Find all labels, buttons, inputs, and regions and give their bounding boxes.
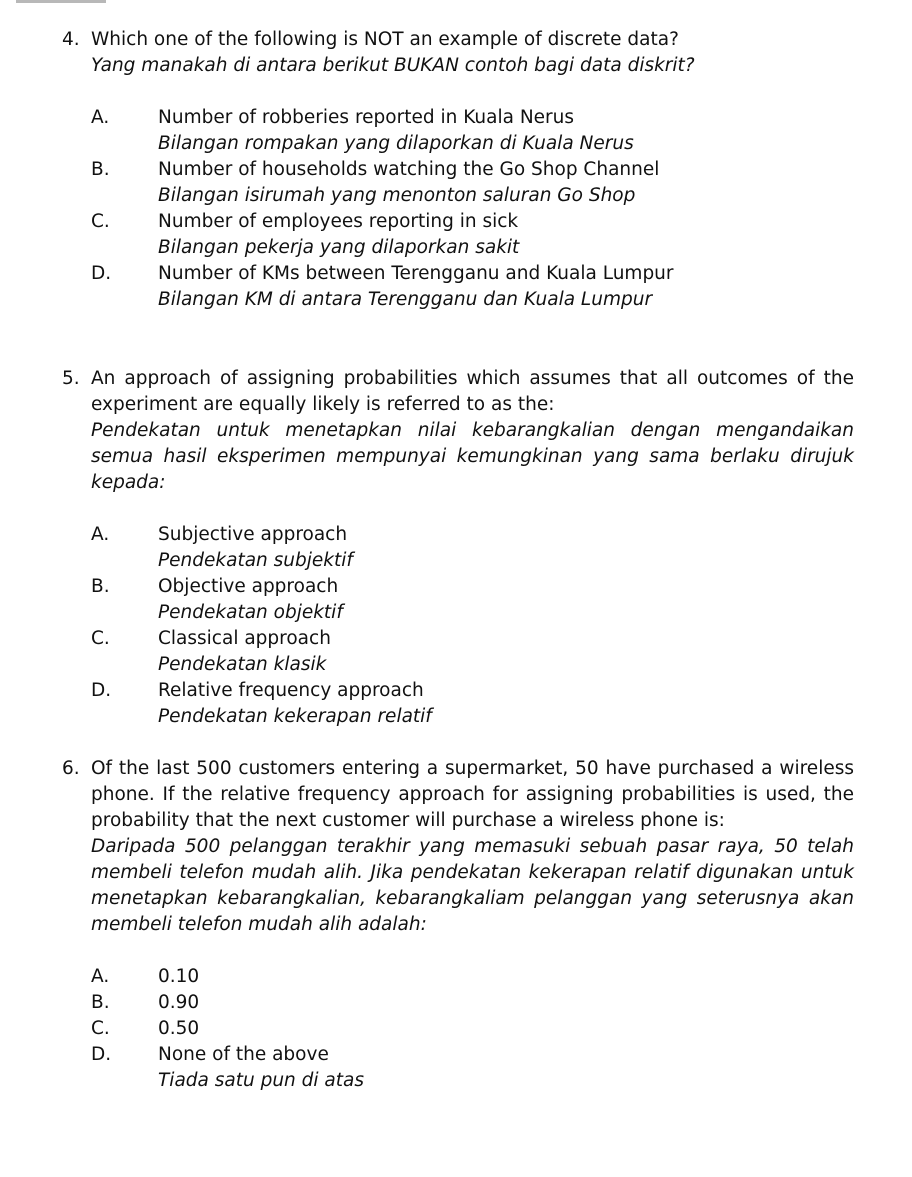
option-letter: D. bbox=[91, 1044, 112, 1065]
options-list bbox=[91, 522, 854, 730]
option-text-ms: Bilangan pekerja yang dilaporkan sakit bbox=[158, 237, 520, 258]
question-5 bbox=[62, 366, 854, 730]
top-edge-mark bbox=[16, 0, 106, 3]
option-c bbox=[91, 209, 854, 261]
option-letter: A. bbox=[91, 966, 110, 987]
option-letter: B. bbox=[91, 992, 110, 1013]
option-text-en: Classical approach bbox=[158, 628, 331, 649]
question-number: 5. bbox=[62, 368, 80, 389]
option-text-en: Number of KMs between Terengganu and Kuala Lumpur bbox=[158, 263, 674, 284]
option-letter: B. bbox=[91, 159, 110, 180]
question-text-en: An approach of assigning probabilities which assumes that all outcomes of the experiment are equally likely is referred to as the: bbox=[91, 368, 854, 415]
question-number: 6. bbox=[62, 758, 80, 779]
option-letter: C. bbox=[91, 1018, 110, 1039]
option-c bbox=[91, 626, 854, 678]
question-text-en: Which one of the following is NOT an example of discrete data? bbox=[91, 29, 679, 50]
option-text-en: Relative frequency approach bbox=[158, 680, 424, 701]
option-text-en: None of the above bbox=[158, 1044, 329, 1065]
option-text-ms: Bilangan isirumah yang menonton saluran Go Shop bbox=[158, 185, 636, 206]
option-letter: D. bbox=[91, 680, 112, 701]
option-d bbox=[91, 1042, 854, 1094]
option-text-en: 0.10 bbox=[158, 966, 200, 987]
option-c bbox=[91, 1016, 854, 1042]
option-d bbox=[91, 678, 854, 730]
question-4 bbox=[62, 27, 854, 313]
option-letter: D. bbox=[91, 263, 112, 284]
option-text-en: Number of households watching the Go Shop Channel bbox=[158, 159, 660, 180]
option-text-en: Objective approach bbox=[158, 576, 339, 597]
option-text-ms: Bilangan KM di antara Terengganu dan Kuala Lumpur bbox=[158, 289, 653, 310]
option-d bbox=[91, 261, 854, 313]
options-list bbox=[91, 964, 854, 1094]
option-text-ms: Pendekatan subjektif bbox=[158, 550, 353, 571]
question-text-en: Of the last 500 customers entering a supermarket, 50 have purchased a wireless phone. If the relative frequency approach for assigning probabilities is used, the probability that the next customer will purchase a wireless phone is: bbox=[91, 758, 854, 831]
option-a bbox=[91, 964, 854, 990]
question-6 bbox=[62, 756, 854, 1094]
option-b bbox=[91, 990, 854, 1016]
option-b bbox=[91, 574, 854, 626]
option-text-ms: Pendekatan objektif bbox=[158, 602, 343, 623]
question-text-ms: Daripada 500 pelanggan terakhir yang memasuki sebuah pasar raya, 50 telah membeli telefon mudah alih. Jika pendekatan kekerapan relatif digunakan untuk menetapkan kebarangkalian, kebarangkaliam pelanggan yang seterusnya akan membeli telefon mudah alih adalah: bbox=[91, 836, 854, 935]
option-a bbox=[91, 105, 854, 157]
option-text-en: Number of robberies reported in Kuala Nerus bbox=[158, 107, 575, 128]
option-text-en: Subjective approach bbox=[158, 524, 348, 545]
option-letter: A. bbox=[91, 107, 110, 128]
question-number: 4. bbox=[62, 29, 80, 50]
options-list bbox=[91, 105, 854, 313]
option-text-ms: Tiada satu pun di atas bbox=[158, 1070, 364, 1091]
option-letter: C. bbox=[91, 628, 110, 649]
option-letter: A. bbox=[91, 524, 110, 545]
question-text-ms: Pendekatan untuk menetapkan nilai kebarangkalian dengan mengandaikan semua hasil eksperimen mempunyai kemungkinan yang sama berlaku dirujuk kepada: bbox=[91, 420, 854, 493]
option-letter: B. bbox=[91, 576, 110, 597]
question-text-ms: Yang manakah di antara berikut BUKAN contoh bagi data diskrit? bbox=[91, 55, 695, 76]
option-text-en: 0.90 bbox=[158, 992, 200, 1013]
option-text-en: 0.50 bbox=[158, 1018, 200, 1039]
option-text-ms: Pendekatan kekerapan relatif bbox=[158, 706, 432, 727]
option-text-ms: Bilangan rompakan yang dilaporkan di Kuala Nerus bbox=[158, 133, 634, 154]
option-letter: C. bbox=[91, 211, 110, 232]
option-text-en: Number of employees reporting in sick bbox=[158, 211, 519, 232]
option-b bbox=[91, 157, 854, 209]
option-a bbox=[91, 522, 854, 574]
option-text-ms: Pendekatan klasik bbox=[158, 654, 327, 675]
